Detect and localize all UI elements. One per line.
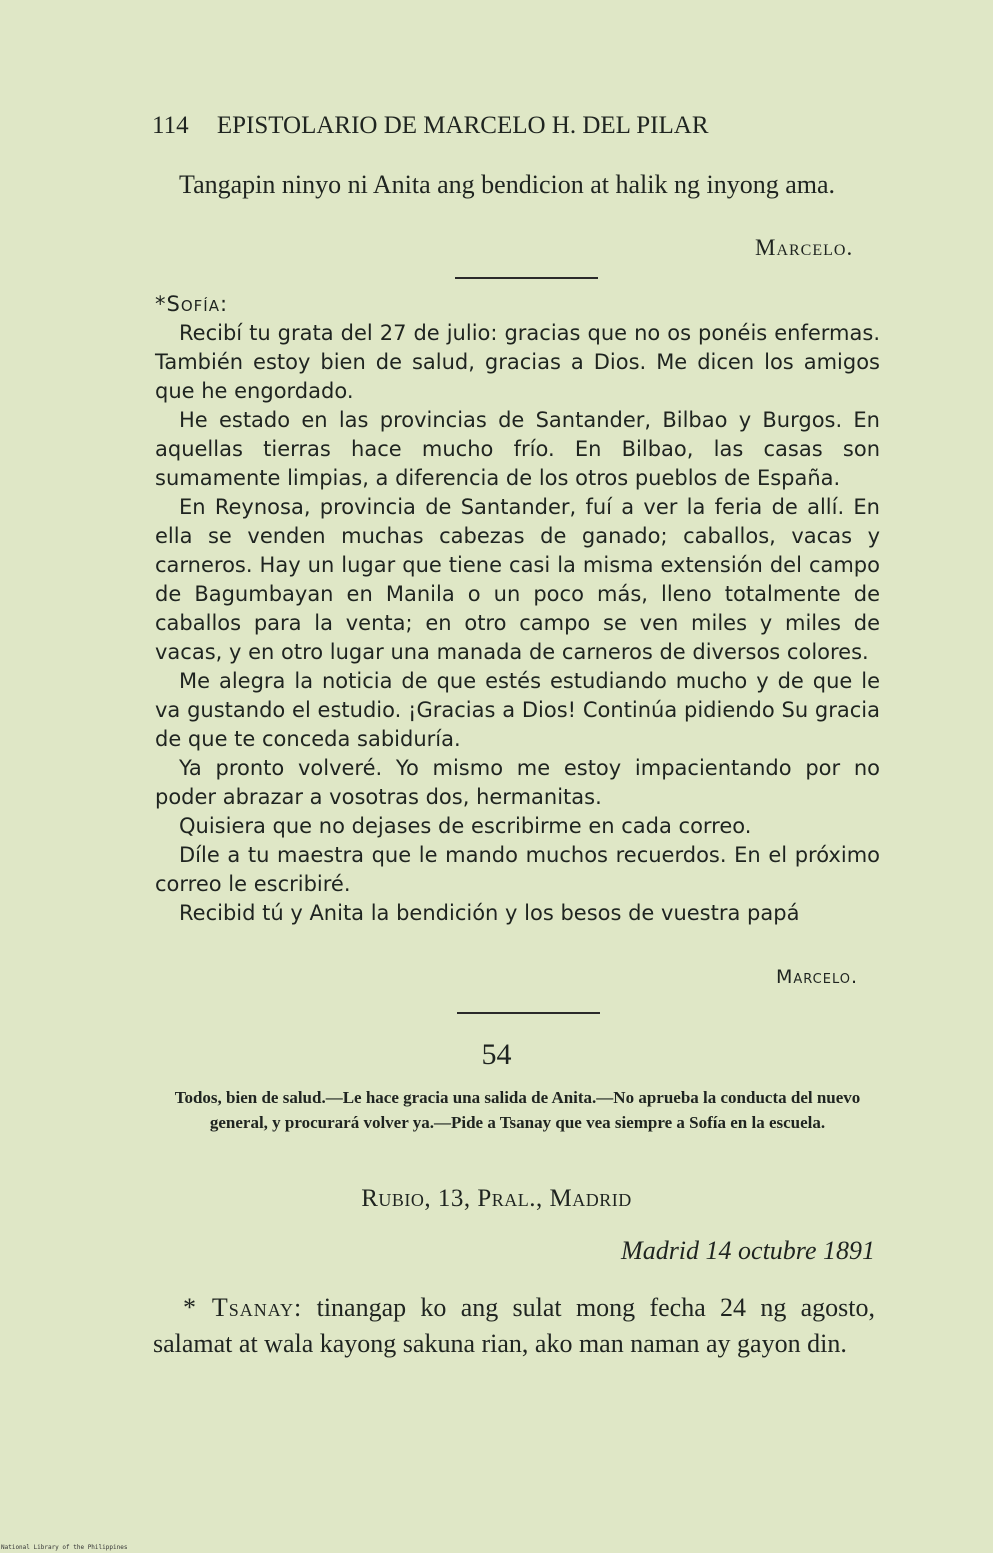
letter-summary: Todos, bien de salud.—Le hace gracia una salida de Anita.—No aprueba la conducta del nuevo general, y procurará volver ya.—Pide a Tsanay que vea siempre a Sofía en la escuela. <box>174 1088 861 1132</box>
letter-paragraph: Ya pronto volveré. Yo mismo me estoy impacientando por no poder abrazar a vosotras dos, hermanitas. <box>155 756 880 809</box>
letter-date: Madrid 14 octubre 1891 <box>621 1236 875 1265</box>
tsanay-letter-text: tinangap ko ang sulat mong fecha 24 ng agosto, salamat at wala kayong sakuna rian, ako man naman ay gayon din. <box>153 1293 876 1358</box>
section-divider-bottom <box>457 1012 600 1014</box>
letter-paragraph: Recibí tu grata del 27 de julio: gracias que no os ponéis enfermas. También estoy bien de salud, gracias a Dios. Me dicen los amigos que he engordado. <box>155 321 880 403</box>
section-divider-top <box>455 277 598 279</box>
letter-paragraph: Díle a tu maestra que le mando muchos recuerdos. En el próximo correo le escribiré. <box>155 843 880 896</box>
opening-signature: Marcelo. <box>755 235 854 260</box>
letter-paragraph: Recibid tú y Anita la bendición y los besos de vuestra papá <box>179 901 800 925</box>
letter-salutation: *Sofía: <box>155 292 229 316</box>
letter-paragraph: He estado en las provincias de Santander, Bilbao y Burgos. En aquellas tierras hace mucho frío. En Bilbao, las casas son sumamente limpias, a diferencia de los otros pueblos de España. <box>155 408 880 490</box>
letter-address: Rubio, 13, Pral., Madrid <box>361 1185 632 1212</box>
letter-signature: Marcelo. <box>776 966 859 988</box>
letter-paragraph: Quisiera que no dejases de escribirme en cada correo. <box>179 814 752 838</box>
library-credit: National Library of the Philippines <box>1 1544 128 1551</box>
letter-paragraph: En Reynosa, provincia de Santander, fuí a ver la feria de allí. En ella se venden muchas cabezas de ganado; caballos, vacas y carneros. Hay un lugar que tiene casi la misma extensión del campo de Bagumbayan en Manila o un poco más, lleno totalmente de caballos para la venta; en otro campo se ven miles y miles de vacas, y en otro lugar una manada de carneros de diversos colores. <box>155 495 880 664</box>
letter-number: 54 <box>481 1038 512 1071</box>
letter-paragraph: Me alegra la noticia de que estés estudiando mucho y de que le va gustando el estudio. ¡Gracias a Dios! Continúa pidiendo Su gracia de que te conceda sabiduría. <box>155 669 880 751</box>
running-header <box>152 112 812 140</box>
opening-text: Tangapin ninyo ni Anita ang bendicion at halik ng inyong ama. <box>179 170 835 199</box>
addressee: * Tsanay: <box>183 1293 303 1322</box>
tsanay-letter-opening <box>153 1290 875 1362</box>
opening-paragraph <box>153 168 873 202</box>
running-title: EPISTOLARIO DE MARCELO H. DEL PILAR <box>216 112 709 139</box>
letter-body <box>155 290 880 928</box>
page-number: 114 <box>152 112 189 139</box>
